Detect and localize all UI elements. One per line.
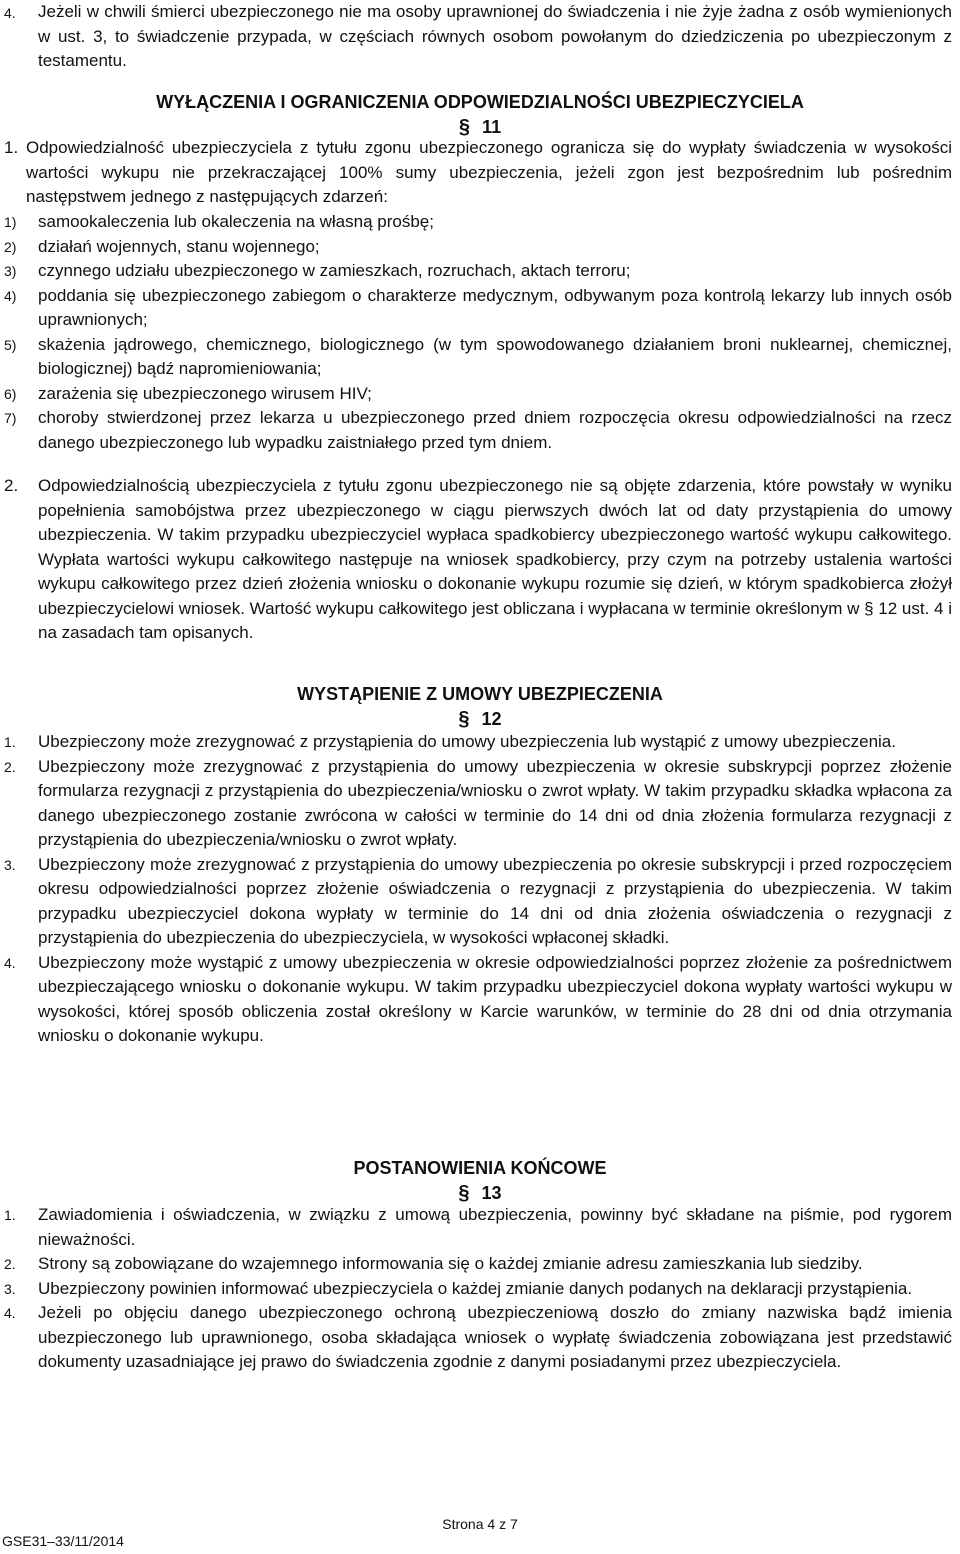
sub-item [4,406,958,455]
list-item [4,1301,958,1375]
paragraph-value: 11 [482,116,502,137]
list-item [4,1277,958,1302]
sub-number: 7) [4,410,17,426]
sub-text: zarażenia się ubezpieczonego wirusem HIV; [38,383,372,403]
item-text: Odpowiedzialnością ubezpieczyciela z tytułu zgonu ubezpieczonego nie są objęte zdarzenia, które powstały w wyniku popełnienia samobójstwa przez ubezpieczonego w ciągu pierwszych dwóch lat od daty przystąpienia do umowy ubezpieczenia. W takim przypadku ubezpieczyciel wypłaca spadkobiercy ubezpieczonego wartość wykupu całkowitego. Wypłata wartości wykupu całkowitego następuje na wniosek spadkobiercy, przy czym na potrzeby ustalenia wartości wykupu całkowitego przez dzień złożenia wniosku o dokonanie wykupu rozumie się dzień, w którym spadkobierca złożył ubezpieczycielowi wniosek. Wartość wykupu całkowitego jest obliczana i wypłacana w terminie określonym w § 12 ust. 4 i na zasadach tam opisanych. [38,476,952,642]
section-13-list [4,1203,958,1375]
sub-number: 6) [4,385,17,402]
item-number: 2. [4,476,19,495]
item-text: Zawiadomienia i oświadczenia, w związku z umową ubezpieczenia, powinny być składane na piśmie, pod rygorem nieważności. [38,1205,952,1249]
page-number: Strona 4 z 7 [442,1516,518,1532]
sub-item [4,284,958,333]
sub-list [4,210,958,455]
sub-item [4,235,958,260]
item-number: 4. [4,954,16,971]
list-item [4,951,958,1049]
section-sign: § [458,1181,470,1204]
sub-item [4,333,958,382]
item-number: 4. [4,1305,16,1321]
section-title: WYŁĄCZENIA I OGRANICZENIA ODPOWIEDZIALNOŚCI UBEZPIECZYCIELA [156,92,804,112]
paragraph-value: 13 [481,1182,502,1203]
item-text: Ubezpieczony powinien informować ubezpieczyciela o każdej zmianie danych podanych na deklaracji przystąpienia. [38,1278,913,1298]
item-text: Ubezpieczony może zrezygnować z przystąpienia do umowy ubezpieczenia w okresie subskrypcji poprzez złożenie formularza rezygnacji z przystąpienia do ubezpieczenia/wniosku o zwrot wpłaty. W takim przypadku składka wpłacona za danego ubezpieczonego zostanie zwrócona w całości w terminie do 14 dni od dnia złożenia formularza rezygnacji z przystąpienia do ubezpieczenia/wniosku o zwrot wpłaty. [38,756,952,849]
item-number: 3. [4,1280,16,1297]
sub-text: poddania się ubezpieczonego zabiegom o charakterze medycznym, odbywanym poza kontrolą lekarzy lub innych osób uprawnionych; [38,285,952,329]
sub-number: 5) [4,336,17,353]
sub-text: czynnego udziału ubezpieczonego w zamieszkach, rozruchach, aktach terroru; [38,261,631,280]
item-text: Odpowiedzialność ubezpieczyciela z tytułu zgonu ubezpieczonego ogranicza się do wypłaty świadczenia w wysokości wartości wykupu nie przekraczającej 100% sumy ubezpieczenia, jeżeli zgon jest bezpośrednim lub pośrednim następstwem jednego z następujących zdarzeń: [26,138,952,206]
list-item [4,474,958,646]
sub-item [4,259,958,284]
list-item [4,730,958,755]
item-number: 3. [4,856,16,873]
list-item [4,755,958,853]
sub-number: 2) [4,238,17,255]
sub-text: choroby stwierdzonej przez lekarza u ubezpieczonego przed dniem rozpoczęcia okresu odpowiedzialności na rzecz danego ubezpieczonego lub wypadku zaistniałego przed tym dniem. [38,408,952,452]
item-number: 4. [4,5,16,21]
item-text: Jeżeli po objęciu danego ubezpieczonego ochroną ubezpieczeniową doszło do zmiany nazwiska bądź imienia ubezpieczonego lub uprawnionego, osoba składająca wniosek o wypłatę świadczenia zobowiązana jest przedstawić dokumenty uzasadniające jej prawo do świadczenia zgodnie z danymi posiadanymi przez ubezpieczyciela. [38,1303,952,1371]
item-text: Ubezpieczony może zrezygnować z przystąpienia do umowy ubezpieczenia lub wystąpić z umowy ubezpieczenia. [38,732,896,751]
item-text: Ubezpieczony może zrezygnować z przystąpienia do umowy ubezpieczenia po okresie subskrypcji i przed rozpoczęciem okresu odpowiedzialności poprzez złożenie oświadczenia o rezygnacji z przystąpienia do ubezpieczenia. W takim przypadku ubezpieczyciel dokona wypłaty w terminie do 14 dni od dnia złożenia oświadczenia o rezygnacji z przystąpienia do ubezpieczenia do ubezpieczyciela, w wysokości wpłaconej składki. [38,854,952,947]
section-sign: § [458,707,470,730]
paragraph-value: 12 [481,708,502,729]
list-item [4,0,958,74]
item-number: 2. [4,758,16,775]
section-13 [0,1150,960,1207]
list-item [4,1203,958,1252]
section-12-list [4,730,958,1049]
item-number: 1. [4,1207,16,1223]
sub-text: skażenia jądrowego, chemicznego, biologicznego (w tym spowodowanego działaniem broni nuklearnej, chemicznej, biologicznej) bądź napromieniowania; [38,334,952,378]
section-12 [0,676,960,733]
list-item [4,1252,958,1277]
item-text: Strony są zobowiązane do wzajemnego informowania się o każdej zmianie adresu zamieszkania lub siedziby. [38,1254,863,1273]
sub-number: 1) [4,214,17,230]
section-11 [0,84,960,141]
sub-number: 4) [4,287,17,304]
item-number: 2. [4,1256,16,1272]
list-item [4,136,958,210]
paragraph-number [0,1181,960,1206]
sub-item [4,210,958,235]
section-title: WYSTĄPIENIE Z UMOWY UBEZPIECZENIA [297,684,663,704]
sub-item [4,382,958,407]
section-title: POSTANOWIENIA KOŃCOWE [353,1158,607,1178]
item-text: Jeżeli w chwili śmierci ubezpieczonego nie ma osoby uprawnionej do świadczenia i nie żyje żadna z osób wymienionych w ust. 3, to świadczenie przypada, w częściach równych osobom powołanym do dziedziczenia po ubezpieczonym z testamentu. [38,2,952,70]
document-code: GSE31–33/11/2014 [2,1533,124,1549]
section-sign: § [458,115,471,138]
item-text: Ubezpieczony może wystąpić z umowy ubezpieczenia w okresie odpowiedzialności poprzez złożenie za pośrednictwem ubezpieczającego wniosku o dokonanie wykupu. W takim przypadku ubezpieczyciel dokona wypłaty wartości wykupu w wysokości, której sposób obliczenia został określony w Karcie warunków, w terminie do 28 dni od dnia otrzymania wniosku o dokonanie wykupu. [38,952,952,1045]
list-item [4,853,958,951]
sub-number: 3) [4,263,17,279]
item-number: 1. [4,734,16,750]
item-number: 1. [4,138,19,157]
sub-text: działań wojennych, stanu wojennego; [38,236,320,256]
paragraph-number [0,707,960,732]
sub-text: samookaleczenia lub okaleczenia na własną prośbę; [38,212,434,231]
